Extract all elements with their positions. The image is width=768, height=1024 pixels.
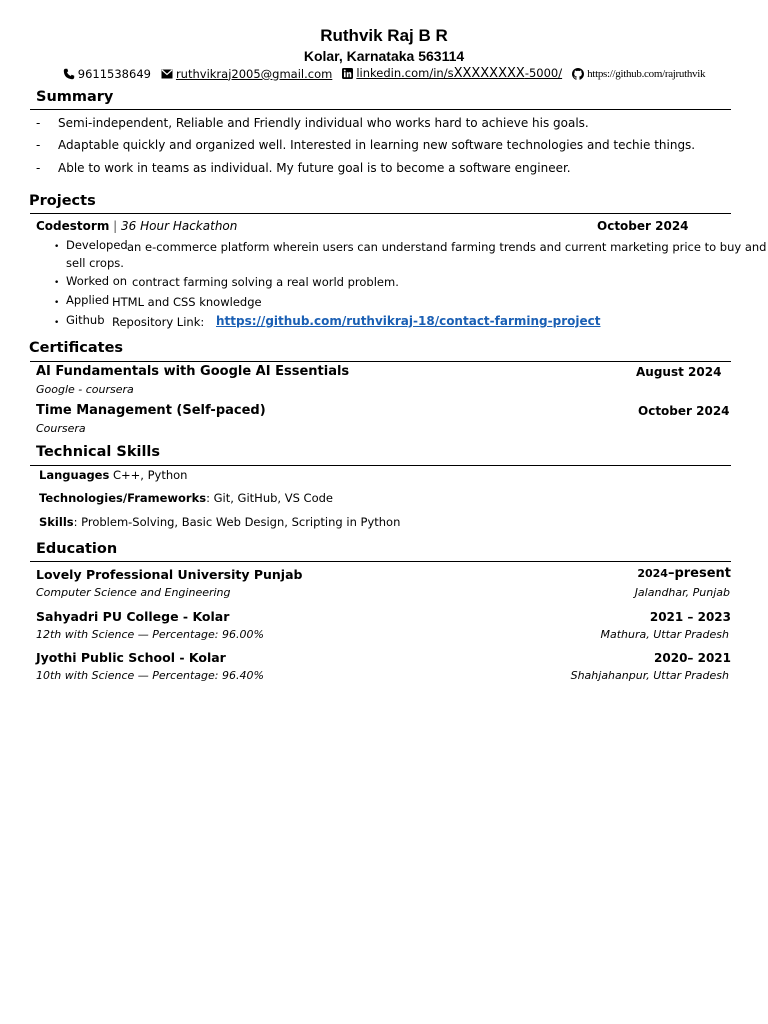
resume-name: Ruthvik Raj B R	[320, 26, 448, 45]
certificate-date: August 2024	[636, 365, 722, 379]
github-link[interactable]: https://github.com/rajruthvik	[587, 67, 706, 80]
certificate-name: AI Fundamentals with Google AI Essentials	[36, 364, 350, 379]
address: Kolar, Karnataka 563114	[303, 48, 465, 64]
linkedin-masked: XXXXXXXX	[453, 66, 525, 81]
project-subtitle: 36 Hour Hackathon	[121, 219, 238, 233]
skills-row	[39, 468, 187, 482]
project-repo-link[interactable]: https://github.com/ruthvikraj-18/contact-farming-project	[216, 314, 601, 328]
project-bullet-lead: Worked on	[66, 274, 128, 288]
skills-row	[39, 491, 333, 505]
skills-label: Languages	[39, 468, 110, 482]
education-date	[600, 566, 731, 581]
education-detail: 10th with Science — Percentage: 96.40%	[36, 669, 264, 682]
project-name: Codestorm	[36, 219, 110, 233]
project-bullet-lead: Developed	[66, 238, 128, 252]
education-date-start: 2024	[637, 567, 668, 580]
contact-bar	[0, 66, 768, 81]
skills-value: : Problem-Solving, Basic Web Design, Scripting in Python	[73, 515, 401, 529]
summary-rule	[30, 109, 731, 110]
linkedin-icon	[342, 68, 353, 79]
education-title: Education	[36, 541, 118, 557]
project-separator: |	[113, 219, 118, 233]
education-date: 2021 – 2023	[649, 610, 731, 624]
education-rule	[30, 561, 731, 562]
skills-value: : Git, GitHub, VS Code	[206, 491, 333, 505]
summary-dash: -	[36, 161, 41, 175]
bullet-dot: •	[54, 318, 60, 328]
skills-rule	[30, 465, 731, 466]
skills-title: Technical Skills	[36, 444, 161, 460]
summary-dash: -	[36, 138, 41, 152]
skills-label: Technologies/Frameworks	[39, 491, 207, 505]
skills-row	[39, 515, 400, 529]
github-item[interactable]	[572, 68, 705, 80]
summary-item: Semi-independent, Reliable and Friendly individual who works hard to achieve his goals.	[58, 116, 589, 130]
project-bullet-lead: Applied	[66, 293, 110, 307]
project-bullet-text: Repository Link:	[112, 315, 205, 329]
certificate-issuer: Coursera	[36, 422, 86, 435]
project-bullet-lead: Github	[66, 313, 105, 327]
phone-item	[63, 67, 151, 81]
education-school: Lovely Professional University Punjab	[36, 567, 303, 582]
linkedin-prefix: linkedin.com/in/s	[356, 66, 454, 80]
summary-dash: -	[36, 116, 41, 130]
project-bullet-text: an e-commerce platform wherein users can understand farming trends and current marketing price to buy and	[127, 240, 767, 254]
education-school: Sahyadri PU College - Kolar	[36, 609, 230, 624]
skills-value: C++, Python	[109, 468, 188, 482]
certificate-name: Time Management (Self-paced)	[36, 403, 266, 418]
summary-title: Summary	[36, 89, 114, 105]
summary-item: Adaptable quickly and organized well. Interested in learning new software technologies and techie things.	[58, 138, 696, 152]
linkedin-suffix: -5000/	[524, 66, 563, 80]
phone-icon	[63, 68, 75, 80]
skills-label: Skills	[39, 515, 74, 529]
linkedin-link[interactable]	[356, 66, 562, 81]
linkedin-item[interactable]	[342, 66, 562, 81]
education-place: Jalandhar, Punjab	[634, 586, 730, 599]
bullet-dot: •	[54, 278, 60, 288]
envelope-icon	[161, 69, 173, 79]
github-icon	[572, 68, 584, 80]
bullet-dot: •	[54, 298, 60, 308]
project-date: October 2024	[597, 219, 689, 233]
certificate-issuer: Google - coursera	[36, 383, 134, 396]
education-school: Jyothi Public School - Kolar	[36, 650, 226, 665]
education-place: Shahjahanpur, Uttar Pradesh	[570, 669, 729, 682]
project-heading	[36, 219, 237, 233]
email-item[interactable]	[161, 67, 332, 81]
education-date: 2020– 2021	[654, 651, 731, 665]
certificate-date: October 2024	[638, 404, 730, 418]
education-place: Mathura, Uttar Pradesh	[600, 628, 729, 641]
certificates-rule	[30, 361, 731, 362]
bullet-dot: •	[54, 242, 60, 252]
education-detail: 12th with Science — Percentage: 96.00%	[36, 628, 264, 641]
education-detail: Computer Science and Engineering	[36, 586, 231, 599]
certificates-title: Certificates	[29, 340, 124, 356]
project-bullet-text: contract farming solving a real world problem.	[132, 275, 399, 289]
education-date-end: –present	[667, 566, 731, 581]
projects-title: Projects	[29, 193, 96, 209]
summary-item: Able to work in teams as individual. My future goal is to become a software engineer.	[58, 161, 571, 175]
project-bullet-text: HTML and CSS knowledge	[112, 295, 262, 309]
phone-number: 9611538649	[77, 66, 151, 81]
project-bullet-cont: sell crops.	[66, 256, 124, 270]
projects-rule	[30, 213, 731, 214]
email-link[interactable]: ruthvikraj2005@gmail.com	[175, 66, 333, 81]
